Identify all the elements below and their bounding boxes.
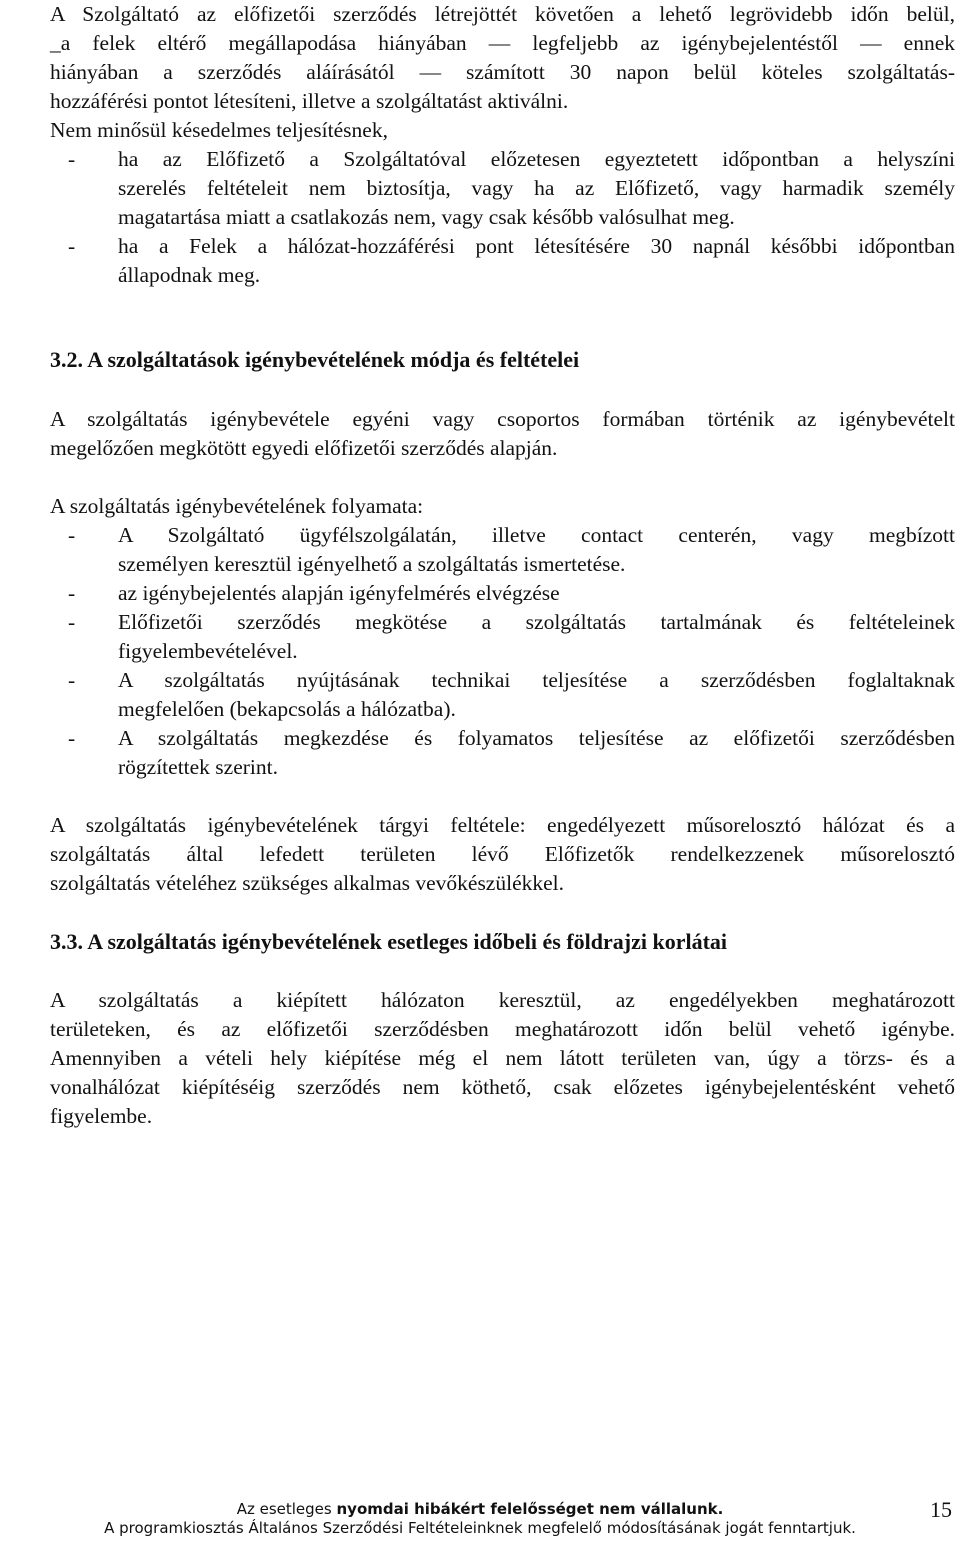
section-3-2-conditions-paragraph (50, 811, 955, 898)
text-line: A szolgáltatás a kiépített hálózaton keresztül, az engedélyekben meghatározott (50, 988, 955, 1012)
section-3-2-paragraph (50, 405, 955, 463)
text-line: magatartása miatt a csatlakozás nem, vagy csak később valósulhat meg. (118, 205, 735, 229)
text-line: megfelelően (bekapcsolás a hálózatba). (118, 697, 456, 721)
text-line: szolgáltatás vételéhez szükséges alkalmas vevőkészülékkel. (50, 871, 565, 895)
text-line: vonalhálózat kiépítéséig szerződés nem köthető, csak előzetes igénybejelentésként vehető (50, 1075, 955, 1099)
footer-disclaimer: Az esetleges nyomdai hibákért felelősséget nem vállalunk. (236, 1500, 724, 1518)
text-line: A Szolgáltató az előfizetői szerződés létrejöttét követően a lehető legrövidebb időn belül, (50, 2, 955, 26)
text-line: figyelembe. (50, 1104, 153, 1128)
text-line: A Szolgáltató ügyfélszolgálatán, illetve contact centerén, vagy megbízott (118, 523, 955, 547)
section-heading: 3.2. A szolgáltatások igénybevételének módja és feltételei (50, 347, 580, 372)
text-line: hiányában a szerződés aláírásától — számított 30 napon belül köteles szolgáltatás- (50, 60, 955, 84)
section-heading: 3.3. A szolgáltatás igénybevételének esetleges időbeli és földrajzi korlátai (50, 929, 728, 954)
text-line: A szolgáltatás igénybevétele egyéni vagy csoportos formában történik az igénybevételt (50, 407, 955, 431)
footer-disclaimer-bold: nyomdai hibákért felelősséget nem vállalunk. (336, 1500, 724, 1518)
section-3-3-paragraph (50, 986, 955, 1131)
text-line: rögzítettek szerint. (118, 755, 278, 779)
footer-rights-notice: A programkiosztás Általános Szerződési Feltételeinknek megfelelő módosításának jogát fenntartjuk. (104, 1519, 856, 1537)
text-line: A szolgáltatás megkezdése és folyamatos teljesítése az előfizetői szerződésben (118, 726, 955, 750)
text-line: az igénybejelentés alapján igényfelmérés elvégzése (118, 581, 560, 605)
page-number: 15 (930, 1497, 952, 1522)
text-line: szerelés feltételeit nem biztosítja, vagy ha az Előfizető, vagy harmadik személy (118, 176, 955, 200)
text-line: állapodnak meg. (118, 263, 261, 287)
intro-paragraph (50, 0, 955, 116)
text-line: Előfizetői szerződés megkötése a szolgáltatás tartalmának és feltételeinek (118, 610, 955, 634)
document-page: A Szolgáltató az előfizetői szerződés létrejöttét követően a lehető legrövidebb időn belül, _a felek eltérő megállapodása hiányában — legfeljebb az igénybejelentéstől — ennek hiányában a szerződés aláírásától — számított 30 napon belül köteles szolgáltatás- hozzáférési pontot létesíteni, illetve a szolgáltatást aktiválni. Nem minősül késedelmes teljesítésnek, - ha az Előfizető a Szolgáltatóval előzetesen egyeztetett időpontban a helyszíni szerelés feltételeit nem biztosítja, vagy ha az Előfizető, vagy harmadik személy magatartása miatt a csatlakozás nem, vagy csak később valósulhat meg. - ha a Felek a hálózat-hozzáférési pont létesítésére 30 napnál későbbi időpontban állapodnak meg. 3.2. A szolgáltatások igénybevételének módja és feltételei A szolgáltatás igénybevétele egyéni vagy csoportos formában történik az igénybevételt megelőzően megkötött egyedi előfizetői szerződés alapján. A szolgáltatás igénybevételének folyamata: - A Szolgáltató ügyfélszolgálatán, illetve contact centerén, vagy megbízott személyen keresztül igényelhető a szolgáltatás ismertetése. - az igénybejelentés alapján igényfelmérés elvégzése - Előfizetői szerződés megkötése a szolgáltatás tartalmának és feltételeinek figyelembevételével. - A szolgáltatás nyújtásának technikai teljesítése a szerződésben foglaltaknak megfelelően (bekapcsolás a hálózatba). - A szolgáltatás megkezdése és folyamatos teljesítése az előfizetői szerződésben rögzítettek szerint. A szolgáltatás igénybevételének tárgyi feltétele: engedélyezett műsorelosztó hálózat és a szolgáltatás által lefedett területen lévő Előfizetők rendelkezzenek műsorelosztó szolgáltatás vételéhez szükséges alkalmas vevőkészülékkel. 3.3. A szolgáltatás igénybevételének esetleges időbeli és földrajzi korlátai A szolgáltatás a kiépített hálózaton keresztül, az engedélyekben meghatározott területeken, és az előfizetői szerződésben meghatározott időn belül vehető igénybe. Amennyiben a vételi hely kiépítése még el nem látott területen van, úgy a törzs- és a vonalhálózat kiépítéséig szerződés nem köthető, csak előzetes igénybejelentésként vehető figyelembe. Az esetleges nyomdai hibákért felelősséget nem vállalunk. A programkiosztás Általános Szerződési Feltételeinknek megfelelő módosításának jogát fenntartjuk. 15 (0, 0, 960, 1541)
text-line: szolgáltatás által lefedett területen lévő Előfizetők rendelkezzenek műsorelosztó (50, 842, 955, 866)
text-line: A szolgáltatás nyújtásának technikai teljesítése a szerződésben foglaltaknak (118, 668, 955, 692)
text-line: hozzáférési pontot létesíteni, illetve a szolgáltatást aktiválni. (50, 89, 569, 113)
text-line: ha a Felek a hálózat-hozzáférési pont létesítésére 30 napnál későbbi időpontban (118, 234, 955, 258)
text-line: személyen keresztül igényelhető a szolgáltatás ismertetése. (118, 552, 626, 576)
exception-intro: Nem minősül késedelmes teljesítésnek, (50, 118, 388, 142)
text-line: figyelembevételével. (118, 639, 298, 663)
text-line: A szolgáltatás igénybevételének tárgyi feltétele: engedélyezett műsorelosztó hálózat és a (50, 813, 955, 837)
text-line: területeken, és az előfizetői szerződésben meghatározott időn belül vehető igénybe. (50, 1017, 955, 1041)
text-line: Amennyiben a vételi hely kiépítése még el nem látott területen van, úgy a törzs- és a (50, 1046, 955, 1070)
text-line: _a felek eltérő megállapodása hiányában — legfeljebb az igénybejelentéstől — ennek (50, 31, 955, 55)
text-line: megelőzően megkötött egyedi előfizetői szerződés alapján. (50, 436, 558, 460)
process-intro: A szolgáltatás igénybevételének folyamata: (50, 494, 424, 518)
text-line: ha az Előfizető a Szolgáltatóval előzetesen egyeztetett időpontban a helyszíni (118, 147, 955, 171)
